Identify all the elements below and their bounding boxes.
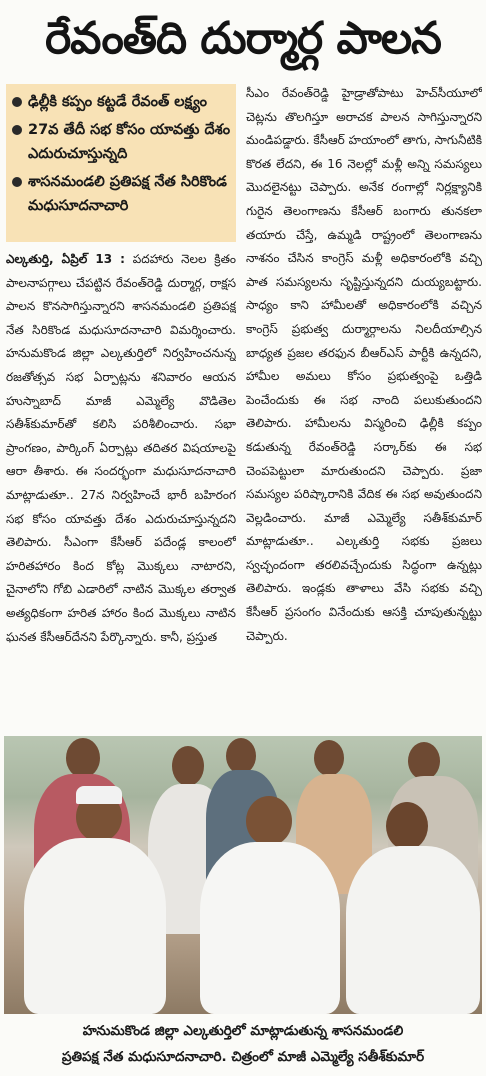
article-column-left (6, 248, 236, 728)
photo-person-seated (342, 802, 482, 1014)
article-column-right (246, 82, 482, 726)
photo-caption (0, 1018, 486, 1074)
dateline: ఎల్కతుర్తి, ఏప్రిల్ 13 : (6, 252, 125, 266)
highlight-text: ఢిల్లీకి కప్పం కట్టడే రేవంత్ లక్ష్యం (28, 94, 207, 110)
bullet-icon (12, 177, 22, 187)
highlight-item (12, 170, 232, 218)
article-text-right: సీఎం రేవంత్‌రెడ్డి హైడ్రాతోపాటు హెచ్‌సీయూలో చెట్లను తొలగిస్తూ అరాచక పాలన సాగిస్తున్నారని మండిపడ్డారు. కేసీఆర్ హయాంలో తాగు, సాగునీటికి కొరత లేదని, ఈ 16 నెలల్లో మళ్లీ అన్ని సమస్యలు మొదలైనట్టు చెప్పారు. అనేక రంగాల్లో నిర్లక్ష్యానికి గురైన తెలంగాణను కేసీఆర్ బంగారు తునకలా తయారు చేస్తే, ఉమ్మడి రాష్ట్రంలో తెలంగాణను నాశనం చేసిన కాంగ్రెస్ మళ్లీ అధికారంలోకి వచ్చి పాత సమస్యలను సృష్టిస్తున్నదని దుయ్యబట్టారు. సాధ్యం కాని హామీలతో అధికారంలోకి వచ్చిన కాంగ్రెస్ ప్రభుత్వ దుర్మార్గాలను నిలదీయాల్సిన బాధ్యత ప్రజల తరఫున బీఆర్‌ఎస్ పార్టీకి ఉన్నదని, హామీల అమలు కోసం ప్రభుత్వంపై ఒత్తిడి పెంచేందుకు ఈ సభ నాంది పలుకుతుందని తెలిపారు. హామీలను విస్మరించి ఢిల్లీకి కప్పం కడుతున్న రేవంత్‌రెడ్డి సర్కార్‌కు ఈ సభ చెంపపెట్టులా మారుతుందని చెప్పారు. ప్రజా సమస్యల పరిష్కారానికి వేదిక ఈ సభ అవుతుందని వెల్లడించారు. మాజీ ఎమ్మెల్యే సతీశ్‌కుమార్ మాట్లాడుతూ.. ఎల్కతుర్తి సభకు ప్రజలు స్వచ్ఛందంగా తరలివచ్చేందుకు సిద్ధంగా ఉన్నట్లు తెలిపారు. ఇండ్లకు తాళాలు వేసి సభకు వచ్చి కేసీఆర్ ప్రసంగం వినేందుకు ఆసక్తి చూపుతున్నట్టు చెప్పారు. (246, 86, 482, 643)
highlights-box (6, 84, 236, 242)
highlight-text: 27వ తేదీ సభ కోసం యావత్తు దేశం ఎదురుచూస్తున్నది (28, 122, 231, 162)
highlight-text: శాసనమండలి ప్రతిపక్ష నేత సిరికొండ మధుసూదనాచారి (28, 174, 227, 214)
caption-line: హనుమకొండ జిల్లా ఎల్కతుర్తిలో మాట్లాడుతున్న శాసనమండలి (82, 1023, 404, 1039)
headline: రేవంత్‌ది దుర్మార్గ పాలన (45, 13, 441, 64)
bullet-icon (12, 125, 22, 135)
photo-person-seated (18, 786, 168, 1014)
photo-person-seated (194, 792, 344, 1014)
article-text-left: పదహారు నెలల క్రితం పాలనాపగ్గాలు చేపట్టిన రేవంత్‌రెడ్డి దుర్మార్గ, రాక్షస పాలన కొనసాగిస్తున్నారని శాసనమండలి ప్రతిపక్ష నేత సిరికొండ మధుసూదనాచారి విమర్శించారు. హనుమకొండ జిల్లా ఎల్కతుర్తిలో నిర్వహించనున్న రజతోత్సవ సభ ఏర్పాట్లను శనివారం ఆయన హుస్నాబాద్ మాజీ ఎమ్మెల్యే వొడితెల సతీశ్‌కుమార్‌తో కలిసి పరిశీలించారు. సభా ప్రాంగణం, పార్కింగ్ ఏర్పాట్లు తదితర విషయాలపై ఆరా తీశారు. ఈ సందర్భంగా మధుసూదనాచారి మాట్లాడుతూ.. 27న నిర్వహించే భారీ బహిరంగ సభ కోసం యావత్తు దేశం ఎదురుచూస్తున్నదని తెలిపారు. సీఎంగా కేసీఆర్ పదేండ్ల కాలంలో హరితహారం కింద కోట్ల మొక్కలు నాటారని, చైనాలోని గోబి ఎడారిలో నాటిన మొక్కల తర్వాత అత్యధికంగా హరిత హారం కింద మొక్కలు నాటిన ఘనత కేసీఆర్‌దేనని పేర్కొన్నారు. కానీ, ప్రస్తుత (6, 252, 236, 644)
highlight-item (12, 90, 232, 114)
bullet-icon (12, 97, 22, 107)
highlight-item (12, 118, 232, 166)
caption-line: ప్రతిపక్ష నేత మధుసూదనాచారి. చిత్రంలో మాజీ ఎమ్మెల్యే సతీశ్‌కుమార్ (61, 1049, 425, 1065)
news-photo (4, 736, 482, 1014)
